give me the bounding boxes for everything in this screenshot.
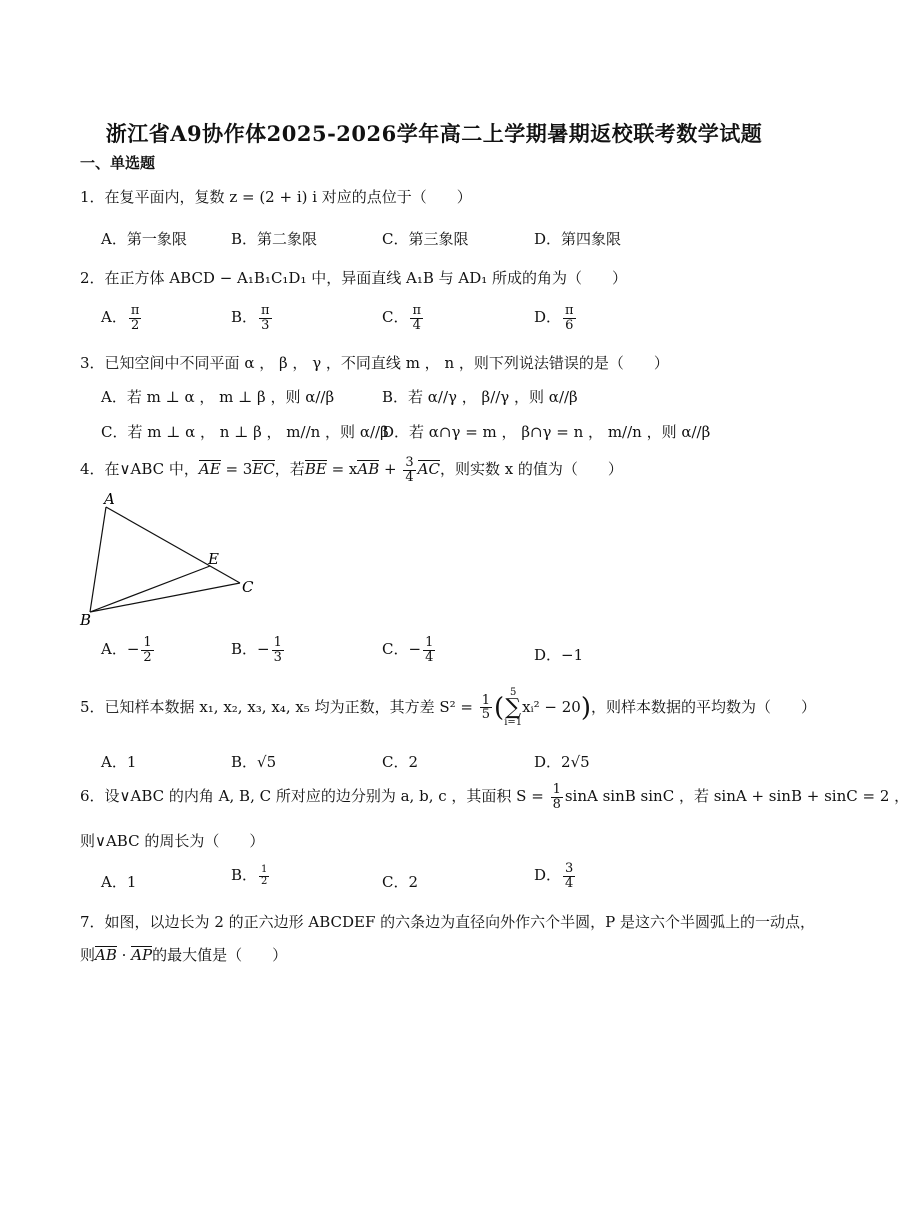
question-4	[80, 456, 623, 484]
option-b: B．第二象限	[231, 230, 318, 248]
numerator: π	[412, 303, 422, 318]
text-segment: +	[379, 460, 402, 479]
option-letter: A．	[101, 308, 127, 327]
option-b: B．√5	[231, 753, 277, 771]
segment-ac	[106, 507, 240, 583]
option-letter: C．	[382, 308, 409, 327]
vector-ae: AE	[198, 460, 221, 479]
fraction	[563, 862, 575, 890]
option-c: C．若 m ⊥ α ， n ⊥ β ， m//n ，则 α//β	[101, 423, 389, 441]
text-segment: 在∨ABC 中，	[104, 460, 199, 479]
numerator: 1	[425, 635, 434, 650]
option-d	[534, 304, 578, 332]
vector-be: BE	[304, 460, 327, 479]
denominator: 4	[405, 469, 414, 485]
fraction	[272, 636, 284, 664]
question-number: 2．	[80, 269, 105, 287]
question-text: 在正方体 ABCD − A₁B₁C₁D₁ 中，异面直线 A₁B 与 AD₁ 所成的角为（ ）	[104, 269, 628, 287]
option-d: D．2√5	[534, 753, 590, 771]
option-b: B．若 α//γ ， β//γ ，则 α//β	[382, 388, 578, 406]
label-a: A	[104, 490, 115, 508]
sum-upper: 5	[509, 687, 517, 698]
denominator: 2	[130, 317, 140, 333]
option-d	[534, 862, 577, 890]
text-segment: ，则实数 x 的值为（ ）	[439, 460, 623, 479]
numerator: 1	[273, 635, 282, 650]
section-heading: 一、单选题	[80, 154, 156, 172]
option-a	[101, 304, 143, 332]
label-b: B	[80, 611, 92, 629]
numerator: π	[565, 303, 574, 318]
minus-sign: −	[408, 640, 422, 659]
question-2	[80, 267, 627, 288]
fraction	[480, 694, 492, 722]
option-a: A．若 m ⊥ α ， m ⊥ β ，则 α//β	[101, 388, 335, 406]
option-a: A．第一象限	[101, 230, 187, 248]
dot-operator: ·	[116, 946, 132, 964]
vector-ac: AC	[417, 460, 440, 479]
option-c	[382, 636, 437, 664]
text-segment: ，若	[274, 460, 305, 479]
text-segment: ，则样本数据的平均数为（ ）	[591, 697, 817, 716]
fraction	[129, 304, 142, 332]
vector-ab: AB	[357, 460, 380, 479]
question-text: 已知空间中不同平面 α ， β ， γ ，不同直线 m ， n ，则下列说法错误的是（ ）	[104, 354, 669, 372]
label-e: E	[208, 550, 219, 568]
fraction	[551, 783, 563, 811]
denominator: 6	[565, 317, 574, 333]
denominator: 4	[425, 649, 434, 665]
option-c: C．2	[382, 753, 419, 771]
option-letter: B．	[231, 308, 258, 327]
fraction	[563, 304, 576, 332]
left-paren: (	[494, 692, 505, 723]
denominator: 2	[143, 649, 152, 665]
numerator: π	[261, 303, 270, 318]
segment-be	[90, 566, 210, 612]
sum-term: xᵢ² − 20	[522, 697, 581, 716]
numerator: 1	[261, 864, 268, 875]
option-letter: D．	[534, 866, 562, 885]
option-a: A．1	[101, 753, 137, 771]
minus-sign: −	[126, 640, 140, 659]
text-segment: sinA sinB sinC ，若 sinA + sinB + sinC = 2 ，	[564, 787, 909, 806]
fraction	[403, 456, 415, 484]
option-letter: D．	[534, 646, 562, 664]
minus-sign: −	[257, 640, 270, 659]
denominator: 3	[261, 317, 270, 333]
question-number: 1．	[80, 188, 105, 206]
option-c: C．第三象限	[382, 230, 469, 248]
text-segment: = 3	[220, 460, 253, 479]
sum-lower: i=1	[504, 716, 523, 728]
denominator: 4	[412, 317, 421, 333]
option-a: A．1	[101, 873, 137, 891]
option-letter: D．	[534, 308, 562, 327]
denominator: 5	[481, 707, 491, 723]
denominator: 3	[273, 649, 282, 665]
question-1	[80, 186, 472, 207]
question-6-continued: 则∨ABC 的周长为（ ）	[80, 832, 265, 850]
summation	[504, 688, 522, 728]
denominator: 4	[565, 875, 574, 891]
text-segment: 已知样本数据 x₁, x₂, x₃, x₄, x₅ 均为正数，其方差 S² =	[104, 697, 478, 716]
page-title: 浙江省A9协作体2025-2026学年高二上学期暑期返校联考数学试题	[105, 121, 763, 146]
fraction	[141, 636, 153, 664]
option-b	[231, 864, 271, 887]
fraction	[259, 304, 272, 332]
question-5	[80, 688, 816, 728]
text-segment: 如图，以边长为 2 的正六边形 ABCDEF 的六条边为直径向外作六个半圆，P 是这六个半圆弧上的一动点，	[104, 913, 816, 931]
question-number: 7．	[80, 913, 105, 931]
vector-ab: AB	[95, 946, 117, 964]
triangle-figure	[74, 490, 274, 630]
right-paren: )	[580, 692, 591, 723]
question-3	[80, 352, 669, 373]
denominator: 2	[261, 875, 268, 887]
text-segment: = x	[326, 460, 358, 479]
fraction	[423, 636, 435, 664]
numerator: 3	[405, 455, 414, 470]
question-number: 4．	[80, 460, 105, 479]
question-text: 在复平面内，复数 z = (2 + i) i 对应的点位于（ ）	[104, 188, 472, 206]
text-segment: 的最大值是（ ）	[152, 946, 288, 964]
numerator: 1	[143, 635, 152, 650]
question-number: 6．	[80, 787, 105, 806]
option-letter: B．	[231, 640, 258, 659]
option-c	[382, 304, 425, 332]
denominator: 8	[552, 796, 561, 812]
option-value: −1	[561, 646, 584, 664]
option-b	[231, 304, 274, 332]
vector-ec: EC	[252, 460, 275, 479]
fraction	[410, 304, 423, 332]
option-d: D．若 α∩γ = m ， β∩γ = n ， m//n ，则 α//β	[382, 423, 711, 441]
question-7-continued	[80, 944, 287, 965]
option-d	[534, 644, 583, 665]
question-7	[80, 911, 815, 932]
sigma-symbol: ∑	[505, 695, 522, 720]
option-a	[101, 636, 156, 664]
option-letter: C．	[382, 640, 409, 659]
option-d: D．第四象限	[534, 230, 622, 248]
numerator: 1	[552, 782, 561, 797]
segment-ab	[90, 507, 106, 612]
option-letter: A．	[101, 640, 127, 659]
label-c: C	[242, 578, 254, 596]
question-number: 3．	[80, 354, 105, 372]
fraction	[259, 865, 269, 887]
question-number: 5．	[80, 697, 105, 716]
option-c: C．2	[382, 873, 419, 891]
option-b	[231, 636, 286, 664]
numerator: 3	[565, 861, 574, 876]
question-6	[80, 783, 909, 811]
text-segment: 设∨ABC 的内角 A, B, C 所对应的边分别为 a, b, c ，其面积 S =	[104, 787, 549, 806]
numerator: 1	[481, 692, 491, 708]
numerator: π	[130, 303, 140, 318]
vector-ap: AP	[131, 946, 153, 964]
text-segment: 则	[80, 946, 96, 964]
segment-bc	[90, 583, 240, 612]
option-letter: B．	[231, 866, 258, 884]
